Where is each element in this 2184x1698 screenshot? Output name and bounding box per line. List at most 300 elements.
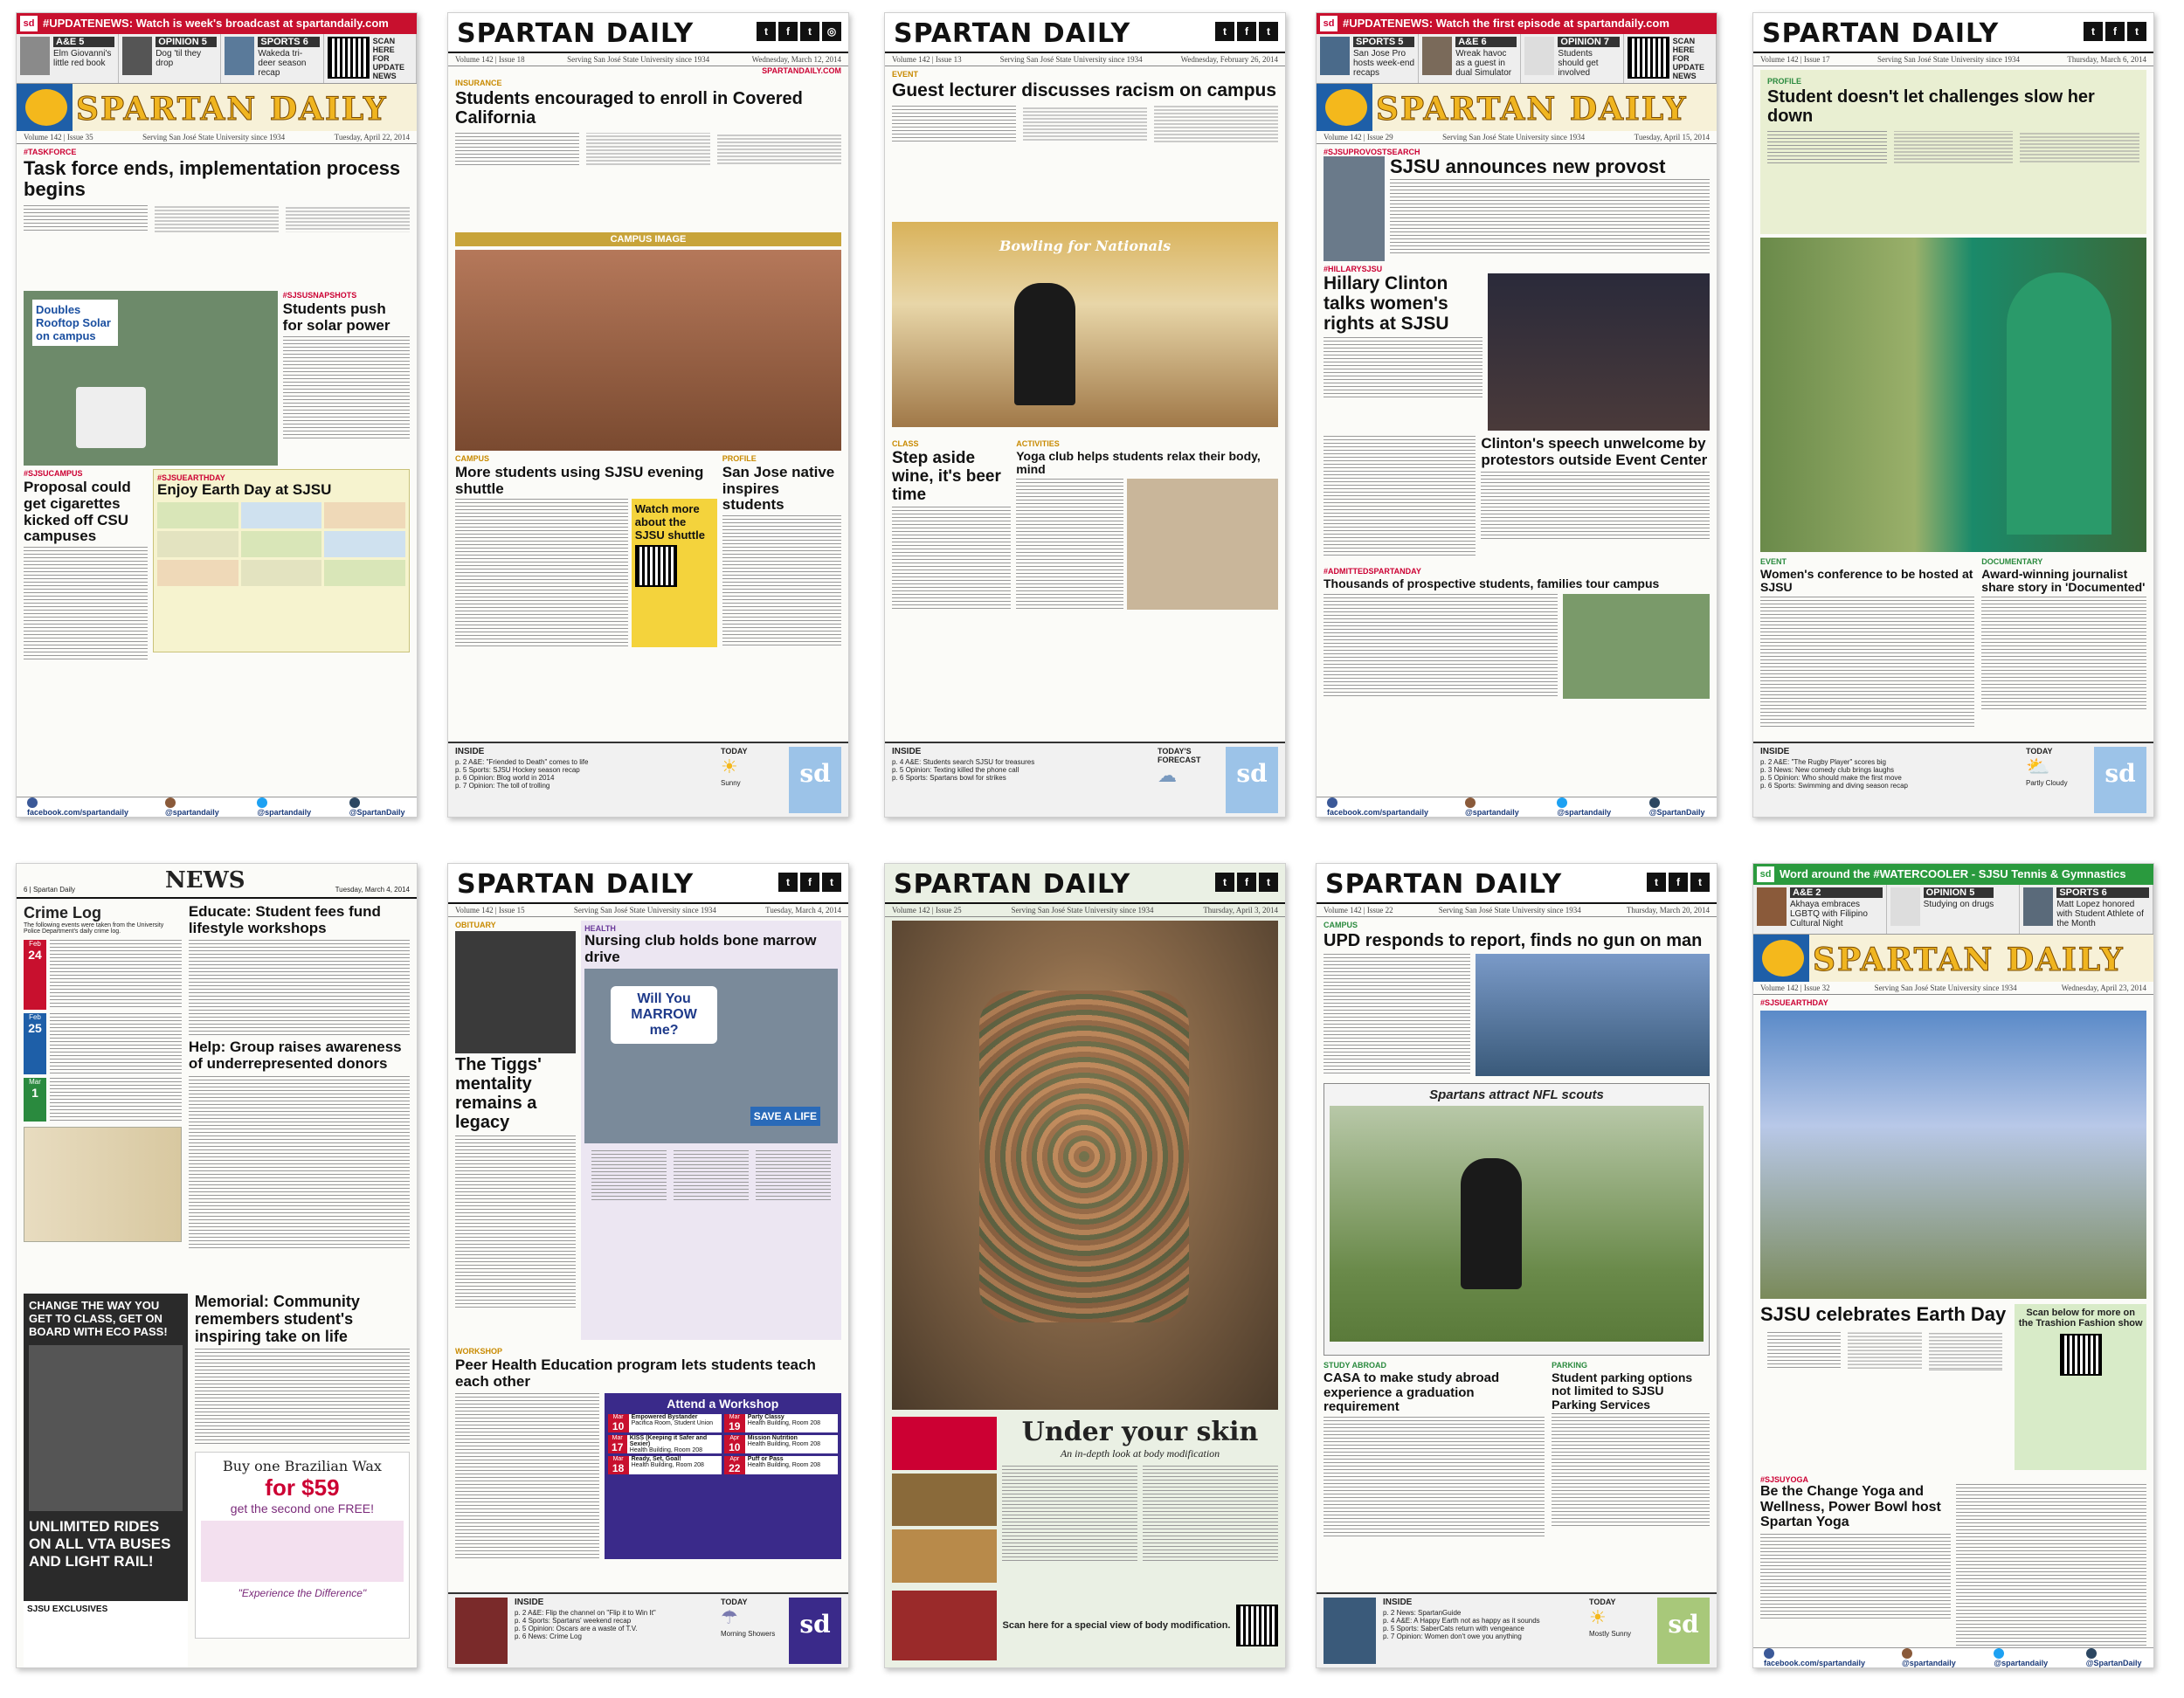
obituary-headline[interactable]: The Tiggs' mentality remains a legacy (455, 1055, 542, 1132)
hashtag-label: #TASKFORCE (24, 148, 77, 156)
article-body (584, 1147, 838, 1311)
teaser-sports[interactable]: SPORTS 5 San Jose Pro hosts week-end recaps (1317, 34, 1419, 83)
tumblr-icon (1649, 797, 1660, 808)
inside-item[interactable]: p. 4 A&E: Students search SJSU for treasures (892, 758, 1035, 766)
section-title: NEWS (165, 867, 245, 894)
tumblr-link[interactable]: @SpartanDaily (1649, 797, 1717, 817)
casa-headline[interactable]: CASA to make study abroad experience a graduation requirement (1324, 1370, 1500, 1414)
workshop-box-title: Attend a Workshop (667, 1397, 779, 1412)
teaser-photo (1422, 37, 1452, 75)
update-news-bar[interactable] (17, 13, 417, 34)
bowler-silhouette (1014, 283, 1075, 405)
cloud-icon: ☁ (1158, 764, 1177, 786)
watercooler-bar[interactable] (1753, 864, 2153, 885)
inside-box (1317, 1592, 1717, 1667)
facebook-link[interactable]: facebook.com/spartandaily (27, 797, 139, 817)
police-photo (1476, 954, 1710, 1076)
dateline: Volume 142 | Issue 18 Serving San José State University since 1934 Wednesday, March 12, 2014 (448, 53, 848, 66)
lead-headline[interactable]: Students encouraged to enroll in Covered California (455, 89, 803, 128)
twitter-link[interactable]: @spartandaily (1557, 797, 1622, 817)
inside-thumbnail (1324, 1598, 1376, 1664)
workshop-item[interactable]: Mar 19 Party Classy Health Building, Room 208 (724, 1414, 838, 1432)
marrow-headline[interactable]: Nursing club holds bone marrow drive (584, 932, 817, 965)
twitter-link[interactable]: @spartandaily (257, 797, 322, 817)
subheadline: An in-depth look at body modification (1060, 1447, 1220, 1460)
tumblr-icon (349, 797, 360, 808)
butterfly-art (201, 1521, 404, 1582)
inside-list: INSIDE p. 2 News: SpartanGuide p. 4 A&E: A Happy Earth not as happy as it sounds p. 5 Sports: SaberCats return with vengeance p. 7 Opinion: Women don't owe you anything (1383, 1598, 1582, 1664)
facebook-link[interactable]: facebook.com/spartandaily (1327, 797, 1439, 817)
article-body (1760, 128, 2146, 231)
thumbnail-column (892, 1417, 997, 1583)
sun-logo-icon (25, 89, 67, 126)
facebook-icon (1764, 1648, 1774, 1659)
inside-item[interactable]: p. 4 Sports: Spartans' weekend recap (515, 1617, 632, 1625)
teaser-photo (1757, 887, 1787, 926)
scan-label: Scan here for a special view of body modification. (1002, 1620, 1231, 1631)
workshop-list (608, 1414, 838, 1474)
update-news-text: #UPDATENEWS: Watch the first episode at spartandaily.com (1343, 17, 1669, 30)
profile-photo (1760, 238, 2146, 552)
dateline: Volume 142 | Issue 13 Serving San José State University since 1934 Wednesday, February 26, 2014 (885, 53, 1285, 66)
facebook-link[interactable]: facebook.com/spartandaily (1764, 1648, 1876, 1667)
photo-caption (885, 431, 1285, 436)
social-footer (1753, 1647, 2153, 1667)
campus-image-label: CAMPUS IMAGE (455, 232, 841, 246)
inside-box (448, 742, 848, 817)
help-headline[interactable]: Help: Group raises awareness of underrepresented donors (188, 1039, 402, 1073)
protest-photo (24, 291, 278, 466)
beer-headline[interactable]: Step aside wine, it's beer time (892, 449, 1001, 504)
article-body (189, 940, 410, 1036)
inside-item[interactable]: p. 2 A&E: "The Rugby Player" scores big (1760, 758, 1886, 766)
article-body (455, 1135, 576, 1310)
sun-icon: ☀ (721, 756, 738, 777)
section-label: OBITUARY (455, 921, 496, 929)
facebook-icon[interactable]: f (1669, 873, 1688, 892)
front-page-april-22 (16, 12, 418, 818)
front-page-april-15 (1316, 12, 1717, 818)
teaser-sports[interactable]: SPORTS 6 Wakeda tri-deer season recap (221, 34, 323, 83)
memorial-headline[interactable]: Memorial: Community remembers student's inspiring take on life (194, 1293, 360, 1345)
section-label: HEALTH (584, 924, 616, 933)
facebook-icon[interactable]: f (778, 22, 798, 41)
article-body (1481, 472, 1710, 542)
masthead (885, 13, 1285, 53)
section-label: WORKSHOP (455, 1347, 502, 1356)
article-body (455, 499, 628, 647)
instagram-icon (1902, 1648, 1912, 1659)
workshop-item[interactable]: Mar 17 KISS (Keeping it Safer and Sexier) Health Building, Room 208 (608, 1435, 722, 1453)
tumblr-icon[interactable]: t (1259, 22, 1278, 41)
social-footer (17, 797, 417, 817)
teaser-strip (17, 34, 417, 84)
eco-pass-ad[interactable] (24, 1294, 188, 1668)
teaser-photo (1524, 37, 1554, 75)
hashtag-label: #SJSUCAMPUS (24, 469, 83, 479)
yoga-photo (1127, 479, 1278, 610)
dateline: Volume 142 | Issue 17 Serving San José State University since 1934 Thursday, March 6, 2014 (1753, 53, 2153, 66)
tumblr-icon[interactable]: t (2127, 22, 2146, 41)
inside-item[interactable]: p. 6 News: Crime Log (515, 1632, 582, 1640)
teaser-text: Wakeda tri-deer season recap (258, 49, 307, 78)
social-icons (1647, 873, 1710, 892)
sd-logo-icon: sd (789, 1598, 841, 1664)
inside-list: INSIDE p. 2 A&E: Flip the channel on "Flip it to Win It" p. 4 Sports: Spartans' weekend recap p. 5 Opinion: Oscars are a waste of T.V. p. 6 News: Crime Log (515, 1598, 714, 1664)
lead-headline[interactable]: Task force ends, implementation process begins (24, 157, 401, 201)
tattoo-photo (892, 921, 1278, 1410)
thumbnail (892, 1591, 997, 1660)
clinton-headline[interactable]: Hillary Clinton talks women's rights at SJSU (1324, 273, 1449, 335)
inside-item[interactable]: p. 5 Opinion: Oscars are a waste of T.V. (515, 1625, 638, 1632)
facebook-icon[interactable]: f (1237, 22, 1256, 41)
teaser-opinion[interactable]: OPINION 5 Dog 'til they drop (119, 34, 221, 83)
teaser-photo (1320, 37, 1350, 75)
inside-item[interactable]: p. 7 Opinion: Women don't owe you anything (1383, 1632, 1522, 1640)
inside-item[interactable]: p. 5 Opinion: Who should make the first move (1760, 774, 1902, 782)
front-page-march-20 (1316, 863, 1717, 1668)
website-label[interactable]: SPARTANDAILY.COM (762, 66, 841, 75)
hashtag-label: #SJSUPROVOSTSEARCH (1324, 148, 1420, 156)
workshop-item[interactable]: Apr 10 Mission Nutrition Health Building, Room 208 (724, 1435, 838, 1453)
front-page-march-12 (447, 12, 849, 818)
inside-item[interactable]: p. 5 Sports: SJSU Hockey season recap (455, 766, 580, 774)
inside-item[interactable]: p. 6 Opinion: Blog world in 2014 (455, 774, 555, 782)
marrow-sign: Will You MARROW me? (611, 986, 717, 1044)
sd-logo-icon: sd (789, 747, 841, 813)
watercooler-text: Word around the #WATERCOOLER - SJSU Tennis & Gymnastics (1780, 867, 2126, 880)
twitter-icon[interactable]: t (1215, 22, 1234, 41)
promo-text: Scan below for more on the Trashion Fashion show (2018, 1308, 2143, 1329)
masthead-title: SPARTAN DAILY (1762, 18, 2000, 49)
tumblr-icon[interactable]: t (1259, 873, 1278, 892)
instagram-link[interactable]: @spartandaily (1465, 797, 1531, 817)
instagram-icon[interactable]: ◎ (822, 22, 841, 41)
inside-item[interactable]: p. 3 News: New comedy club brings laughs (1760, 766, 1894, 774)
page-date: Tuesday, March 4, 2014 (335, 886, 410, 894)
teaser-sports[interactable]: SPORTS 6 Matt Lopez honored with Student Athlete of the Month (2020, 885, 2153, 934)
ad-line: Buy one Brazilian Wax (222, 1458, 382, 1475)
inside-list: INSIDE p. 2 A&E: "The Rugby Player" scores big p. 3 News: New comedy club brings laughs p. 5 Opinion: Who should make the first move p. 6 Sports: Swimming and diving season recap (1760, 747, 2019, 813)
masthead-title: SPARTAN DAILY (1376, 91, 1688, 128)
hashtag-label: #SJSUYOGA (1760, 1475, 1809, 1484)
article-body (1552, 1413, 1710, 1527)
article-body (1016, 479, 1123, 610)
partly-cloudy-icon: ⛅ (2026, 756, 2050, 777)
front-page-april-3 (884, 863, 1286, 1668)
update-news-bar[interactable] (1317, 13, 1717, 34)
campus-image-photo (455, 250, 841, 451)
shuttle-headline[interactable]: More students using SJSU evening shuttle (455, 464, 704, 497)
teaser-photo (2023, 887, 2053, 926)
article-body (1760, 1329, 2009, 1449)
sd-logo-icon: sd (20, 16, 38, 31)
earth-day-photo (1760, 1011, 2146, 1299)
masthead (1753, 935, 2153, 982)
qr-code-icon[interactable] (1236, 1605, 1278, 1646)
masthead-title: SPARTAN DAILY (457, 869, 695, 900)
lead-headline[interactable]: UPD responds to report, finds no gun on man (1324, 931, 1703, 950)
twitter-icon[interactable]: t (2084, 22, 2103, 41)
teaser-opinion[interactable]: OPINION 5 Studying on drugs (1887, 885, 2021, 934)
lead-headline[interactable]: Under your skin (1021, 1417, 1259, 1447)
front-page-march-6 (1752, 12, 2154, 818)
teaser-ae[interactable]: A&E 6 Wreak havoc as a guest in dual Simulator (1419, 34, 1521, 83)
scan-box[interactable]: SCAN HERE FOR UPDATE NEWS (1624, 34, 1717, 83)
teaser-strip (1753, 885, 2153, 935)
masthead-title: SPARTAN DAILY (1325, 869, 1563, 900)
twitter-icon[interactable]: t (1647, 873, 1666, 892)
football-photo (1330, 1106, 1704, 1342)
tumblr-icon[interactable]: t (800, 22, 819, 41)
section-label: CLASS (892, 439, 919, 449)
inside-list: INSIDE p. 4 A&E: Students search SJSU for treasures p. 5 Opinion: Texting killed the phone call p. 6 Sports: Spartans bowl for strikes (892, 747, 1151, 813)
crime-log-title: Crime Log (24, 904, 102, 921)
article-body (1002, 1466, 1137, 1562)
date-badge: Mar 1 (24, 1078, 46, 1122)
photo-title: Bowling for Nationals (999, 238, 1171, 255)
article-body (1143, 1466, 1278, 1562)
feature-title: Spartans attract NFL scouts (1429, 1087, 1604, 1102)
social-footer (1317, 797, 1717, 817)
student-figure (2007, 273, 2111, 535)
inside-item[interactable]: p. 2 A&E: "Friended to Death" comes to life (455, 758, 589, 766)
teaser-ae[interactable]: A&E 5 Elm Giovanni's little red book (17, 34, 119, 83)
date-badge: Feb 25 (24, 1013, 46, 1074)
section-label: DOCUMENTARY (1981, 557, 2043, 566)
shuttle-promo[interactable] (632, 499, 717, 647)
instagram-link[interactable]: @spartandaily (165, 797, 231, 817)
update-news-text: #UPDATENEWS: Watch is week's broadcast at spartandaily.com (43, 17, 389, 30)
instagram-icon (1465, 797, 1476, 808)
social-icons (778, 873, 841, 892)
workshop-item[interactable]: Apr 22 Puff or Pass Health Building, Room 208 (724, 1456, 838, 1474)
facebook-icon (27, 797, 38, 808)
campus-map (24, 1127, 182, 1242)
dateline: Volume 142 | Issue 15 Serving San José State University since 1934 Tuesday, March 4, 2014 (448, 904, 848, 917)
facebook-icon[interactable]: f (2105, 22, 2125, 41)
yoga-headline[interactable]: Be the Change Yoga and Wellness, Power Bowl host Spartan Yoga (1760, 1484, 1941, 1530)
ad-price: for $59 (265, 1474, 340, 1501)
qr-code-icon[interactable] (2060, 1334, 2102, 1376)
news-page-march-4 (16, 863, 418, 1668)
solar-headline[interactable]: Students push for solar power (282, 300, 390, 335)
ad-headline: CHANGE THE WAY YOU GET TO CLASS, GET ON BOARD WITH ECO PASS! (29, 1299, 168, 1338)
twitter-icon[interactable]: t (778, 873, 798, 892)
twitter-icon[interactable]: t (1215, 873, 1234, 892)
article-body (1324, 337, 1482, 398)
sd-logo-icon: sd (1320, 16, 1337, 31)
tumblr-link[interactable]: @SpartanDaily (349, 797, 417, 817)
masthead (448, 13, 848, 53)
twitter-icon[interactable]: t (757, 22, 776, 41)
facebook-icon[interactable]: f (800, 873, 819, 892)
hashtag-label: #HILLARYSJSU (1324, 265, 1383, 273)
section-label: EVENT (1760, 557, 1787, 566)
profile-story (1760, 70, 2146, 234)
profile-headline[interactable]: San Jose native inspires students (722, 464, 835, 514)
teaser-photo (20, 37, 50, 75)
tumblr-icon[interactable]: t (822, 873, 841, 892)
facebook-icon (1327, 797, 1337, 808)
weather-box: TODAY ⛅ Partly Cloudy (2026, 747, 2087, 813)
hashtag-label: #SJSUSNAPSHOTS (282, 291, 357, 300)
workshop-item[interactable]: Mar 18 Ready, Set, Goal! Health Building, Room 208 (608, 1456, 722, 1474)
dateline: Volume 142 | Issue 29 Serving San José State University since 1934 Tuesday, April 15, 2014 (1317, 131, 1717, 144)
cigarette-headline[interactable]: Proposal could get cigarettes kicked off CSU campuses (24, 479, 131, 545)
teaser-strip (1317, 34, 1717, 84)
educate-headline[interactable]: Educate: Student fees fund lifestyle workshops (188, 903, 381, 936)
yoga-headline[interactable]: Yoga club helps students relax their body, mind (1016, 449, 1261, 477)
rain-icon: ☂ (721, 1606, 738, 1628)
lead-headline[interactable]: SJSU celebrates Earth Day (1760, 1303, 2007, 1325)
sd-logo-icon: sd (1226, 747, 1278, 813)
dateline: Volume 142 | Issue 32 Serving San José State University since 1934 Wednesday, April 23, 2014 (1753, 982, 2153, 995)
weather-box: TODAY ☂ Morning Showers (721, 1598, 782, 1664)
section-label: PROFILE (1767, 77, 1802, 86)
twitter-icon (1994, 1648, 2004, 1659)
article-body (17, 202, 417, 289)
hashtag-label: #SJSUEARTHDAY (157, 473, 225, 483)
teaser-photo (1890, 887, 1920, 926)
inside-box (448, 1592, 848, 1667)
hashtag-label: #SJSUEARTHDAY (1760, 998, 1828, 1007)
section-label: CAMPUS (1324, 921, 1358, 929)
documentary-headline[interactable]: Award-winning journalist share story in 'Documented' (1981, 567, 2146, 595)
section-label: PROFILE (722, 454, 757, 463)
facebook-icon[interactable]: f (1237, 873, 1256, 892)
teaser-text: Dog 'til they drop (156, 49, 202, 68)
event-grid (157, 502, 405, 586)
twitter-icon (1557, 797, 1567, 808)
twitter-link[interactable]: @spartandaily (1994, 1648, 2059, 1667)
workshop-item[interactable]: Mar 10 Empowered Bystander Pacifica Room, Student Union (608, 1414, 722, 1432)
sun-logo-icon (1762, 940, 1804, 977)
conference-headline[interactable]: Women's conference to be hosted at SJSU (1760, 567, 1973, 595)
article-body (24, 547, 148, 660)
teaser-text: Elm Giovanni's little red book (53, 49, 112, 68)
save-a-life-sign: SAVE A LIFE (750, 1107, 820, 1126)
masthead (448, 864, 848, 904)
tattoo-art (979, 990, 1189, 1322)
protest-headline[interactable]: Clinton's speech unwelcome by protestors outside Event Center (1481, 435, 1708, 468)
date-badge: Feb 24 (24, 940, 46, 1010)
inside-box (1753, 742, 2153, 817)
article-body (1760, 1534, 1951, 1621)
masthead (1753, 13, 2153, 53)
article-body (189, 1076, 410, 1251)
section-label: INSURANCE (455, 79, 502, 87)
dateline: Volume 142 | Issue 25 Serving San José State University since 1934 Thursday, April 3, 2014 (885, 904, 1285, 917)
dateline: Volume 142 | Issue 22 Serving San José State University since 1934 Thursday, March 20, 2014 (1317, 904, 1717, 917)
scan-box[interactable] (324, 34, 417, 83)
lead-headline[interactable]: Student doesn't let challenges slow her down (1767, 87, 2095, 126)
instagram-icon (165, 797, 176, 808)
masthead-title: SPARTAN DAILY (894, 869, 1131, 900)
front-page-march-4 (447, 863, 849, 1668)
inside-item[interactable]: p. 5 Sports: SaberCats return with vengeance (1383, 1625, 1524, 1632)
masthead-title: SPARTAN DAILY (457, 18, 695, 49)
solar-story (24, 291, 410, 466)
masthead (1317, 84, 1717, 131)
bus-photo (29, 1345, 183, 1511)
ad-subhead: UNLIMITED RIDES ON ALL VTA BUSES AND LIGHT RAIL! (29, 1518, 171, 1570)
workshop-headline[interactable]: Peer Health Education program lets students teach each other (455, 1356, 816, 1390)
article-body (722, 515, 841, 646)
masthead-title: SPARTAN DAILY (76, 91, 388, 128)
obituary-photo (455, 931, 576, 1053)
teaser-ae[interactable]: A&E 2 Akhaya embraces LGBTQ with Filipino Cultural Night (1753, 885, 1887, 934)
article-body (1324, 594, 1558, 699)
teaser-opinion[interactable]: OPINION 7 Students should get involved (1521, 34, 1623, 83)
inside-item[interactable]: p. 6 Sports: Spartans bowl for strikes (892, 774, 1006, 782)
lead-headline[interactable]: SJSU announces new provost (1390, 155, 1666, 177)
earth-day-headline[interactable]: Enjoy Earth Day at SJSU (157, 481, 332, 499)
tumblr-icon (2086, 1648, 2097, 1659)
section-label: ACTIVITIES (1016, 439, 1060, 449)
article-body (1324, 1417, 1545, 1539)
social-icons (757, 22, 841, 41)
trashion-promo[interactable] (2015, 1304, 2146, 1470)
tour-photo (1563, 594, 1710, 699)
social-icons (2084, 22, 2146, 41)
section-label: CAMPUS (455, 454, 490, 463)
social-icons (1215, 873, 1278, 892)
front-page-february-26 (884, 12, 1286, 818)
masthead (17, 84, 417, 131)
qr-code-icon[interactable] (328, 37, 370, 79)
scan-label: SCAN HERE FOR UPDATE NEWS (372, 37, 404, 80)
athlete-silhouette (1461, 1158, 1522, 1289)
inside-item[interactable]: p. 6 Sports: Swimming and diving season recap (1760, 782, 1908, 790)
weather-box: TODAY ☀ Sunny (721, 747, 782, 813)
qr-code-icon[interactable] (1628, 37, 1669, 79)
workshop-box (605, 1393, 841, 1559)
bowling-photo (892, 222, 1278, 427)
inside-item[interactable]: p. 4 A&E: A Happy Earth not as happy as it sounds (1383, 1617, 1540, 1625)
marrow-photo (584, 969, 838, 1143)
tour-headline[interactable]: Thousands of prospective students, families tour campus (1324, 576, 1660, 590)
inside-item[interactable]: p. 2 A&E: Flip the channel on "Flip it to Win It" (515, 1609, 656, 1617)
teaser-photo (122, 37, 152, 75)
inside-item[interactable]: p. 2 News: SpartanGuide (1383, 1609, 1462, 1617)
masthead (885, 864, 1285, 904)
instagram-link[interactable]: @spartandaily (1902, 1648, 1967, 1667)
article-body (283, 336, 410, 441)
weather-box: TODAY'S FORECAST ☁ (1158, 747, 1219, 813)
article-body (1324, 954, 1470, 1076)
parking-headline[interactable]: Student parking options not limited to SJSU Parking Services (1552, 1370, 1693, 1412)
ad-tagline: "Experience the Difference" (238, 1587, 367, 1600)
promo-text: Watch more about the SJSU shuttle (634, 502, 705, 542)
teaser-photo (225, 37, 254, 75)
article-body (455, 1393, 599, 1559)
inside-item[interactable]: p. 7 Opinion: The toll of trolling (455, 782, 550, 790)
article-body (448, 129, 848, 232)
sd-logo-icon: sd (1657, 1598, 1710, 1664)
wax-ad[interactable] (195, 1452, 410, 1639)
inside-item[interactable]: p. 5 Opinion: Texting killed the phone call (892, 766, 1019, 774)
earth-day-box (153, 469, 410, 652)
lead-headline[interactable]: Guest lecturer discusses racism on campus (892, 80, 1277, 100)
qr-code-icon[interactable] (635, 545, 677, 587)
tumblr-link[interactable]: @SpartanDaily (2086, 1648, 2153, 1667)
tumblr-icon[interactable]: t (1690, 873, 1710, 892)
weather-box: TODAY ☀ Mostly Sunny (1589, 1598, 1650, 1664)
sd-logo-icon: sd (2094, 747, 2146, 813)
sign-photo (76, 387, 146, 448)
inside-thumbnail (455, 1598, 508, 1664)
